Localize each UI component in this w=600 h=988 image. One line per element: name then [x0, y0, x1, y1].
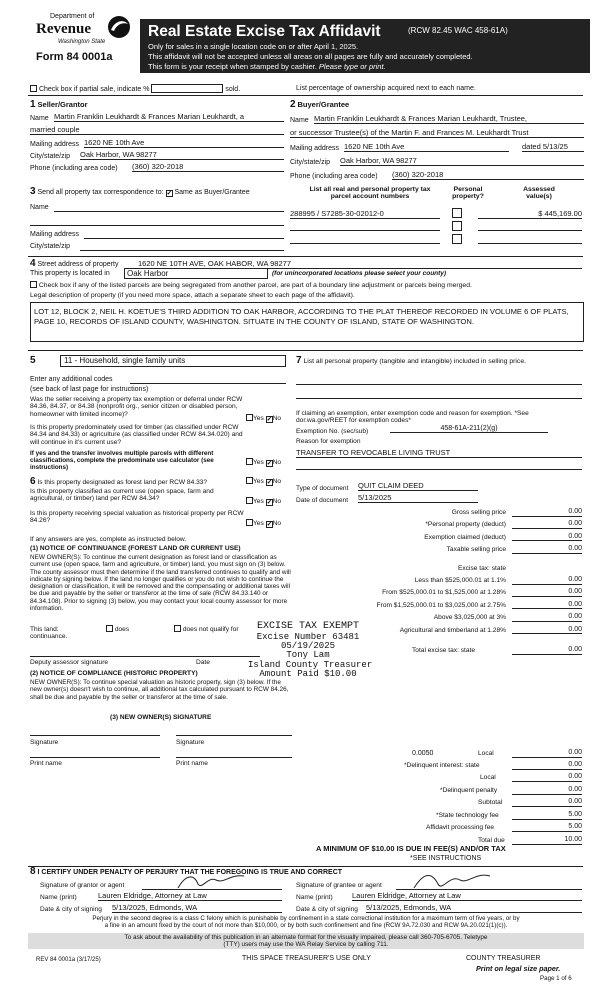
s6-this-land: This land: continuance. — [30, 626, 68, 641]
s8-grantor-np-label: Name (print) — [40, 894, 77, 901]
s6-n1-text: NEW OWNER(S): To continue the current designation as forest land or classification as current use (open space, farm and agriculture, or timber) land, you must sign on (3) below. The county assessor must then determine if the land transferred continues to qualify and will indicate by signing below. If the land no longer qualifies or you do not wish to continue the designation or classification, it will be removed and the compensating or additional taxes will be due and payable by the seller or transferor at the time of sale (RCW 84.33.140 or 84.34.108). Prior to signing (3) below, you may contact your local county assessor for more information. — [30, 554, 291, 613]
s6-n1-title: (1) NOTICE OF CONTINUANCE (FOREST LAND OR CURRENT USE) — [30, 545, 241, 552]
s2-name-label: Name — [290, 117, 309, 124]
s6-q1-yes[interactable] — [246, 477, 253, 484]
calc-row-value[interactable]: 0.00 — [512, 533, 582, 542]
parcel-row1-personal-checkbox[interactable] — [452, 208, 462, 218]
s2-phone[interactable]: (360) 320-2018 — [392, 171, 584, 180]
parcel-header-2: Personal property? — [452, 186, 484, 201]
calc-row-label: Above $3,025,000 at 3% — [433, 614, 506, 622]
s5-addl-note: (see back of last page for instructions) — [30, 386, 149, 393]
s2-csz-label: City/state/zip — [290, 159, 331, 166]
calc-row-label: Total excise tax: state — [412, 647, 476, 654]
minimum-due-note: A MINIMUM OF $10.00 IS DUE IN FEE(S) AND/OR TAX — [316, 844, 506, 853]
tech-fee-value[interactable]: 5.00 — [512, 811, 582, 820]
s1-mail[interactable]: 1620 NE 10th Ave — [84, 139, 284, 148]
s5-q1-answers: Yes ✓No — [246, 414, 281, 423]
s6-print-label-2: Print name — [176, 760, 208, 767]
s6-does-option: does — [106, 625, 129, 633]
partial-percent-field[interactable] — [151, 84, 223, 93]
s4-segregate-checkbox[interactable] — [30, 281, 37, 288]
calc-row-value[interactable]: 0.00 — [512, 588, 582, 597]
parcel-row2-number[interactable] — [290, 230, 440, 231]
s2-dated[interactable]: dated 5/13/25 — [522, 143, 584, 152]
calc-row-value[interactable]: 0.00 — [512, 601, 582, 610]
s2-heading: 2 Buyer/Grantee — [290, 99, 350, 110]
tech-fee-label: *State technology fee — [436, 812, 499, 819]
local-rate: 0.0050 — [412, 750, 434, 757]
s6-q3-answers: Yes ✓No — [246, 519, 281, 528]
s5-q2-answers: Yes ✓No — [246, 458, 281, 467]
s1-csz-label: City/state/zip — [30, 153, 71, 160]
s6-q2-yes[interactable] — [246, 497, 253, 504]
s3-name-field-2[interactable] — [30, 225, 284, 226]
delinq-penalty-value[interactable]: 0.00 — [512, 786, 582, 795]
s1-name-line1[interactable]: Martin Franklin Leukhardt & Frances Marian Leukhardt, a — [54, 113, 284, 122]
s5-number: 5 — [30, 355, 36, 366]
calc-row-label: Excise tax: state — [457, 564, 506, 572]
delinq-local-label: Local — [480, 774, 496, 781]
proc-fee-label: Affidavit processing fee — [426, 824, 495, 831]
s8-grantee-np-label: Name (print) — [296, 894, 333, 901]
s5-q2b: If yes and the transfer involves multiple parcels with different classifications, complete the predominate use calculator (see instructions) — [30, 450, 214, 471]
calc-row-value[interactable]: 0.00 — [512, 646, 582, 655]
header-notice-3: This form is your receipt when stamped by cashier. Please type or print. — [148, 62, 386, 71]
s1-phone[interactable]: (360) 320-2018 — [132, 163, 284, 172]
parcel-row2-value[interactable] — [478, 230, 582, 231]
logo-dept-text: Department of — [50, 13, 95, 20]
header-notice-2: This affidavit will not be accepted unless all areas on all pages are fully and accurately completed. — [148, 52, 473, 61]
s1-name-line2[interactable]: married couple — [30, 126, 284, 135]
parcel-header-3: Assessed value(s) — [523, 186, 555, 201]
calc-row-label: Exemption claimed (deduct) — [424, 533, 506, 541]
parcel-row3-personal-checkbox[interactable] — [452, 234, 462, 244]
calc-row-value[interactable]: 0.00 — [512, 545, 582, 554]
s5-q2-no[interactable]: ✓ — [266, 460, 273, 467]
s7-date-label: Date of document — [296, 497, 349, 504]
total-due-label: Total due — [478, 837, 505, 844]
s1-csz[interactable]: Oak Harbor, WA 98277 — [80, 151, 284, 160]
s6-deputy-line[interactable] — [30, 656, 260, 657]
s6-q1-answers: Yes ✓No — [246, 477, 281, 486]
s6-q1-no[interactable]: ✓ — [266, 479, 273, 486]
s8-grantor-sig-label: Signature of grantor or agent — [40, 882, 125, 889]
accessibility-notice: To ask about the availability of this publication in an alternate format for the visually impaired, please call 360-705-6705. Teletype (TTY) users may use the WA Relay Service by calling 711. — [28, 933, 584, 949]
s4-located-select[interactable]: Oak Harbor — [124, 268, 268, 279]
s6-does-checkbox[interactable] — [106, 625, 113, 632]
calc-row-label: From $1,525,000.01 to $3,025,000 at 2.75% — [376, 601, 506, 609]
s6-q2: Is this property classified as current use (open space, farm and agricultural, or timber) land per RCW 84.34? — [30, 488, 214, 503]
s3-same-checkbox[interactable]: ✓ — [166, 190, 173, 197]
s7-date[interactable]: 5/13/2025 — [358, 494, 478, 503]
parcel-row1-value[interactable]: $ 445,169.00 — [478, 210, 582, 219]
s8-grantee-dc-label: Date & city of signing — [296, 906, 358, 913]
s6-q3-no[interactable]: ✓ — [266, 521, 273, 528]
s7-reason-label: Reason for exemption — [296, 438, 361, 445]
treasurer-use-only: THIS SPACE TREASURER'S USE ONLY — [242, 955, 371, 962]
partial-sale-checkbox[interactable] — [30, 85, 37, 92]
s6-sig-label-1: Signature — [30, 739, 59, 746]
s6-n3-title: (3) NEW OWNER(S) SIGNATURE — [110, 714, 212, 721]
s2-phone-label: Phone (including area code) — [290, 173, 378, 180]
s7-intro: 7 List all personal property (tangible and intangible) included in selling price. — [296, 355, 526, 366]
s3-name-label: Name — [30, 204, 49, 211]
s3-csz-field[interactable] — [80, 250, 284, 251]
s5-use-code-select[interactable]: 11 - Household, single family units — [60, 355, 286, 367]
calc-row-label: Gross selling price — [451, 509, 506, 516]
logo-state-text: Washington State — [58, 39, 106, 45]
s7-exemption-note: If claiming an exemption, enter exemption code and reason for exemption. *See dor.wa.gov/REET for exemption codes* — [296, 410, 529, 425]
s6-does-not-checkbox[interactable] — [174, 625, 181, 632]
s8-heading: 8 I CERTIFY UNDER PENALTY OF PERJURY THAT THE FOREGOING IS TRUE AND CORRECT — [30, 866, 343, 877]
s4-located-label: This property is located in — [30, 270, 110, 277]
calc-row-label: *Personal property (deduct) — [425, 521, 506, 529]
s1-heading: 1 Seller/Grantor — [30, 99, 88, 110]
delinq-local-value[interactable]: 0.00 — [512, 773, 582, 782]
total-due-value[interactable]: 10.00 — [512, 836, 582, 845]
s5-q1-yes[interactable] — [246, 414, 253, 421]
s4-street-row: 4 Street address of property — [30, 258, 119, 269]
partial-sale-row: Check box if partial sale, indicate % sold. — [30, 84, 240, 94]
s6-does-not-option: does not qualify for — [174, 625, 239, 633]
s6-sig-line-1[interactable] — [30, 735, 160, 736]
s7-reason-line-2[interactable] — [296, 469, 582, 470]
s6-deputy-label: Deputy assessor signature — [30, 659, 109, 666]
local-value[interactable]: 0.00 — [512, 749, 582, 758]
s6-n2-title: (2) NOTICE OF COMPLIANCE (HISTORIC PROPERTY) — [30, 670, 198, 677]
s5-addl-label: Enter any additional codes — [30, 376, 113, 383]
delinq-penalty-label: *Delinquent penalty — [440, 787, 498, 794]
calc-row-label: Agricultural and timberland at 1.28% — [399, 626, 506, 634]
parcel-row3-value[interactable] — [478, 243, 582, 244]
s5-addl-field[interactable] — [130, 383, 286, 384]
s3-divider — [28, 256, 583, 257]
s4-divider — [28, 350, 583, 351]
s7-personal-line-1[interactable] — [296, 384, 582, 385]
local-label: Local — [478, 750, 494, 757]
s6-sig-line-2[interactable] — [176, 735, 292, 736]
parcel-row3-number[interactable] — [290, 243, 440, 244]
form-title: Real Estate Excise Tax Affidavit — [148, 23, 381, 40]
calc-row-value[interactable]: 0.00 — [512, 520, 582, 529]
s6-n2-text: NEW OWNER(S): To continue special valuation as historic property, sign (3) below. If the new owner(s) doesn't wish to continue, all additional tax calculated pursuant to RCW 84.26, shall be due and payable by the seller or transferor at the time of sale. — [30, 679, 289, 701]
s6-if-yes: If any answers are yes, complete as instructed below. — [30, 536, 187, 543]
parcel-header-1: List all real and personal property tax parcel account numbers — [309, 186, 431, 201]
s8-grantee-np[interactable]: Lauren Eldridge, Attorney at Law — [352, 892, 582, 901]
calc-row-value[interactable]: 0.00 — [512, 576, 582, 585]
s5-q2a: Is this property predominately used for timber (as classified under RCW 84.34 and 84.33) or agriculture (as classified under RCW 84.34.020) and will continue in it's current use? — [30, 424, 243, 446]
calc-row-value[interactable]: 0.00 — [512, 508, 582, 517]
form-rcw: (RCW 82.45 WAC 458-61A) — [408, 26, 508, 35]
s7-type[interactable]: QUIT CLAIM DEED — [358, 482, 478, 491]
s5-q1-no[interactable]: ✓ — [266, 416, 273, 423]
s7-reason[interactable]: TRANSFER TO REVOCABLE LIVING TRUST — [296, 449, 582, 458]
grantor-signature-icon — [176, 870, 246, 892]
calc-row-label: From $525,000.01 to $1,525,000 at 1.28% — [382, 589, 506, 597]
s7-personal-line-2[interactable] — [296, 398, 582, 399]
s6-q3-yes[interactable] — [246, 519, 253, 526]
s4-legal-label: Legal description of property (if you need more space, attach a separate sheet to each page of the affidavit). — [30, 292, 355, 299]
s7-ex-no-label: Exemption No. (sec/sub) — [296, 428, 369, 435]
s4-street[interactable]: 1620 NE 10TH AVE, OAK HABOR, WA 98277 — [138, 260, 582, 269]
delinq-state-label: *Delinquent interest: state — [404, 762, 480, 769]
header-divider — [28, 95, 583, 96]
s6-print-label-1: Print name — [30, 760, 62, 767]
s6-q2-answers: Yes ✓No — [246, 497, 281, 506]
form-number: Form 84 0001a — [36, 51, 113, 63]
s8-grantor-dc[interactable]: 5/13/2025, Edmonds, WA — [112, 904, 282, 913]
ownership-note: List percentage of ownership acquired next to each name. — [296, 85, 476, 92]
perjury-notice: Perjury in the second degree is a class C felony which is punishable by confinement in a state correctional institution for a maximum term of five years, or by a fine in an amount fixed by the court of not more than $10,000, or by both such confinement and fine (RCW 9A.72.030 and RCW 9A.20.021(1)(c)). — [92, 915, 520, 929]
s6-print-line-2[interactable] — [176, 757, 292, 758]
s3-csz-label: City/state/zip — [30, 243, 71, 250]
treasurer-exempt-stamp: EXCISE TAX EXEMPT Excise Number 63481 05/19/2025 Tony Lam Island County Treasurer Amount Paid $10.00 — [248, 621, 373, 680]
page-number: Page 1 of 6 — [540, 975, 572, 982]
s5-q2-yes[interactable] — [246, 458, 253, 465]
revenue-swirl-icon — [106, 15, 132, 39]
revenue-logo — [30, 13, 134, 75]
delinq-state-value[interactable]: 0.00 — [512, 761, 582, 770]
parcel-row1-number[interactable]: 288995 / S7285-30-02012-0 — [290, 210, 440, 219]
s1-name-label: Name — [30, 115, 49, 122]
s2-name-line2[interactable]: or successor Trustee(s) of the Martin F. and Frances M. Leukhardt Trust — [290, 129, 584, 138]
s3-mail-field[interactable] — [84, 238, 284, 239]
s8-grantor-np[interactable]: Lauren Eldridge, Attorney at Law — [98, 892, 282, 901]
s6-deputy-date-label: Date — [196, 659, 210, 666]
legal-paper-note: Print on legal size paper. — [476, 964, 561, 973]
s8-grantee-sig-label: Signature of grantee or agent — [296, 882, 382, 889]
s2-mail[interactable]: 1620 NE 10th Ave — [344, 143, 509, 152]
subtotal-value[interactable]: 0.00 — [512, 798, 582, 807]
s2-mail-label: Mailing address — [290, 145, 340, 152]
s4-located-note: (for unincorporated locations please select your county) — [272, 270, 447, 277]
logo-name-text: Revenue — [36, 21, 91, 37]
calc-row-value[interactable]: 0.00 — [512, 626, 582, 635]
s3-name-field[interactable] — [54, 211, 284, 212]
s2-csz[interactable]: Oak Harbor, WA 98277 — [340, 157, 584, 166]
header-notice-1: Only for sales in a single location code on or after April 1, 2025. — [148, 42, 359, 51]
s6-q3: Is this property receiving special valuation as historical property per RCW 84.26? — [30, 510, 244, 525]
s3-mail-label: Mailing address — [30, 231, 80, 238]
s3-row: 3 Send all property tax correspondence to: ✓ Same as Buyer/Grantee — [30, 186, 250, 197]
county-treasurer: COUNTY TREASURER — [466, 955, 541, 962]
s8-grantee-dc[interactable]: 5/13/2025, Edmonds, WA — [366, 904, 582, 913]
s7-ex-no[interactable]: 458-61A-211(2)(g) — [390, 425, 548, 433]
s6-q1: 6 Is this property designated as forest land per RCW 84.33? — [30, 476, 208, 487]
s6-print-line-1[interactable] — [30, 757, 160, 758]
proc-fee-value[interactable]: 5.00 — [512, 823, 582, 832]
parcel-row2-personal-checkbox[interactable] — [452, 221, 462, 231]
s6-sig-label-2: Signature — [176, 739, 205, 746]
calc-row-value[interactable]: 0.00 — [512, 613, 582, 622]
s6-q2-no[interactable]: ✓ — [266, 499, 273, 506]
s8-grantor-dc-label: Date & city of signing — [40, 906, 102, 913]
form-revision: REV 84 0001a (3/17/25) — [36, 957, 101, 963]
s7-type-label: Type of document — [296, 485, 349, 492]
see-instructions: *SEE INSTRUCTIONS — [410, 855, 482, 862]
s5-q1: Was the seller receiving a property tax exemption or deferral under RCW 84.36, 84.37, or 84.38 (nonprofit org., senior citizen or disabled person, homeowner with limited income)? — [30, 396, 243, 418]
s4-segregate-row: Check box if any of the listed parcels are being segregated from another parcel, are part of a boundary line adjustment or parcels being merged. — [30, 281, 472, 289]
s4-legal-description[interactable]: LOT 12, BLOCK 2, NEIL H. KOETUE'S THIRD ADDITION TO OAK HARBOR, ACCORDING TO THE PLAT THEREOF RECORDED IN VOLUME 6 OF PLATS, PAGE 10, RECORDS OF ISLAND COUNTY, WASHINGTON. SITUATE IN THE COUNTY OF ISLAND, STATE OF WASHINGTON. — [30, 302, 584, 342]
calc-row-label: Less than $525,000.01 at 1.1% — [414, 577, 506, 584]
s2-name-line1[interactable]: Martin Franklin Leukhardt & Frances Marian Leukhardt, Trustee, — [314, 115, 584, 124]
s1-phone-label: Phone (including area code) — [30, 165, 118, 172]
calc-row-label: Taxable selling price — [446, 546, 506, 554]
subtotal-label: Subtotal — [478, 799, 503, 806]
s1-mail-label: Mailing address — [30, 141, 80, 148]
